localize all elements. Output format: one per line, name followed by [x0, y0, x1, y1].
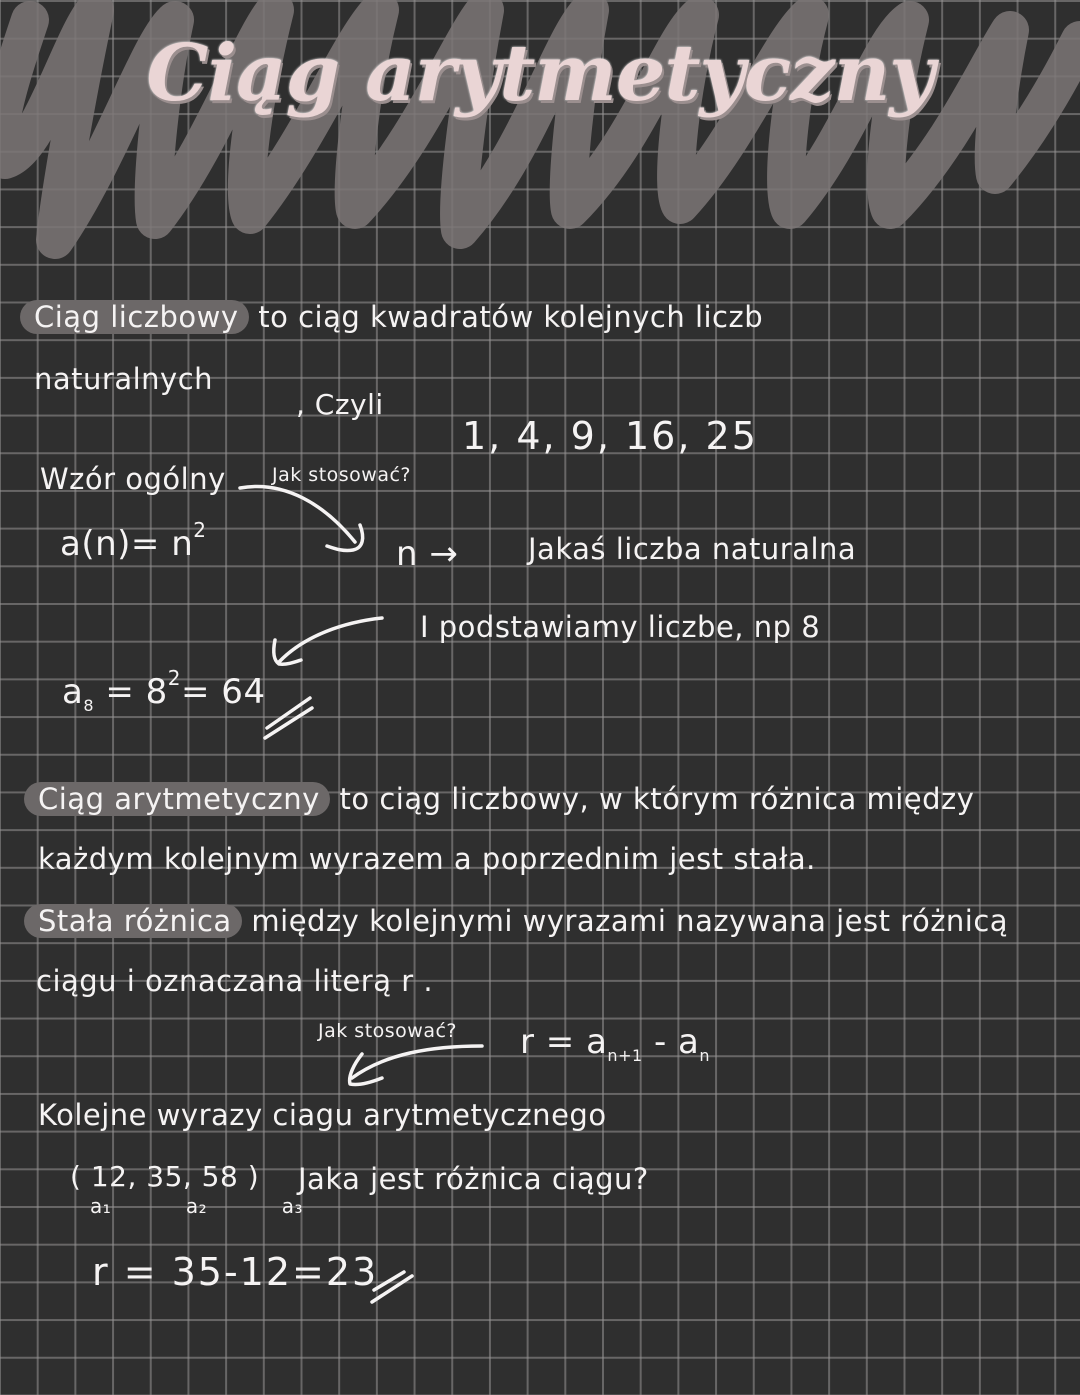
constant-difference-line-1	[24, 904, 1008, 938]
example-subscript: 8	[83, 696, 95, 715]
highlight-ciag-arytmetyczny: Ciąg arytmetyczny	[24, 782, 330, 816]
example-answer: r = 35-12=23	[92, 1250, 379, 1294]
formula-minus: - a	[642, 1022, 700, 1062]
done-mark-icon-2	[368, 1268, 418, 1308]
definition-line-2: naturalnych	[34, 362, 214, 396]
n-arrow: n →	[396, 534, 459, 574]
example-calculation	[62, 666, 266, 715]
term-label-a1: a₁	[90, 1194, 112, 1218]
example-a: a	[62, 672, 84, 712]
czyli-text: , Czyli	[296, 388, 384, 421]
example-heading: Kolejne wyrazy ciagu arytmetycznego	[38, 1098, 607, 1132]
formula-sub-n-plus-1: n+1	[607, 1046, 643, 1065]
highlight-ciag-liczbowy: Ciąg liczbowy	[20, 300, 249, 334]
example-terms: ( 12, 35, 58 )	[70, 1160, 260, 1193]
curved-arrow-icon	[235, 480, 375, 560]
general-formula-label: Wzór ogólny	[40, 462, 226, 496]
example-exponent: 2	[167, 666, 182, 690]
done-mark-icon	[262, 690, 322, 740]
constant-difference-text: między kolejnymi wyrazami nazywana jest różnicą	[241, 904, 1009, 938]
difference-formula	[520, 1022, 711, 1065]
formula-sub-n: n	[699, 1046, 711, 1065]
definition-text: to ciąg kwadratów kolejnych liczb	[248, 300, 764, 334]
curved-arrow-left-icon	[265, 610, 395, 670]
sequence-example: 1, 4, 9, 16, 25	[462, 414, 758, 458]
definition-line-1	[20, 300, 763, 334]
arithmetic-definition-line-1	[24, 782, 974, 816]
example-question: Jaka jest różnica ciągu?	[298, 1162, 649, 1196]
example-eq1: = 8	[94, 672, 168, 712]
formula-base: a(n)= n	[60, 524, 194, 564]
page-title: Ciąg arytmetyczny	[146, 28, 934, 119]
highlight-stala-roznica: Stała różnica	[24, 904, 242, 938]
arithmetic-definition-text: to ciąg liczbowy, w którym różnica między	[329, 782, 975, 816]
n-description: Jakaś liczba naturalna	[528, 532, 857, 566]
arithmetic-definition-line-2: każdym kolejnym wyrazem a poprzednim jest stała.	[38, 842, 816, 876]
formula-r: r = a	[520, 1022, 608, 1062]
term-label-a3: a₃	[281, 1194, 303, 1218]
term-label-a2: a₂	[185, 1194, 208, 1218]
curved-arrow-back-icon	[340, 1040, 490, 1100]
substitute-text: I podstawiamy liczbe, np 8	[420, 610, 821, 644]
constant-difference-line-2: ciągu i oznaczana literą r .	[36, 964, 434, 998]
example-eq2: = 64	[181, 672, 266, 712]
general-formula	[60, 518, 207, 564]
how-to-use-note: Jak stosować?	[272, 464, 411, 486]
example-term-labels	[90, 1194, 303, 1218]
how-to-use-note-2: Jak stosować?	[318, 1020, 457, 1042]
formula-exponent: 2	[193, 518, 207, 542]
